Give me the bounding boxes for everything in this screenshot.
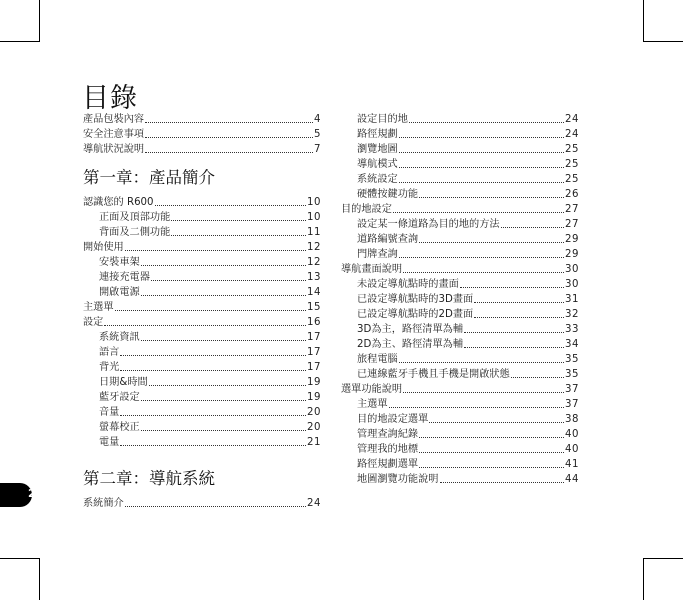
toc-entry-title: 系統設定 bbox=[357, 174, 398, 185]
toc-entry[interactable] bbox=[83, 420, 321, 435]
dot-leader bbox=[120, 355, 306, 356]
toc-entry-title: 導航模式 bbox=[357, 159, 398, 170]
toc-entry-title: 目的地設定 bbox=[341, 204, 392, 215]
toc-entry[interactable] bbox=[83, 255, 321, 270]
toc-entry[interactable] bbox=[341, 322, 579, 337]
toc-entry[interactable] bbox=[83, 360, 321, 375]
toc-entry[interactable] bbox=[341, 337, 579, 352]
toc-entry-page: 19 bbox=[307, 377, 321, 388]
toc-entry-title: 背面及二側功能 bbox=[99, 227, 171, 238]
toc-entry-title: 管理我的地標 bbox=[357, 444, 419, 455]
toc-entry-page: 34 bbox=[565, 339, 579, 350]
toc-entry-page: 12 bbox=[307, 242, 321, 253]
toc-entry-page: 29 bbox=[565, 249, 579, 260]
dot-leader bbox=[399, 137, 564, 138]
toc-entry-title: 設定 bbox=[83, 317, 104, 328]
toc-entry[interactable] bbox=[341, 367, 579, 382]
toc-entry-page: 12 bbox=[307, 257, 321, 268]
toc-entry[interactable] bbox=[341, 112, 579, 127]
dot-leader bbox=[419, 467, 564, 468]
crop-mark-tl-v bbox=[39, 0, 40, 42]
toc-entry[interactable] bbox=[341, 217, 579, 232]
dot-leader bbox=[419, 452, 564, 453]
toc-entry-page: 29 bbox=[565, 234, 579, 245]
toc-entry-page: 25 bbox=[565, 174, 579, 185]
toc-entry[interactable] bbox=[341, 127, 579, 142]
toc-entry-page: 5 bbox=[314, 129, 321, 140]
toc-entry[interactable] bbox=[341, 442, 579, 457]
toc-entry-title: 語言 bbox=[99, 347, 120, 358]
toc-entry-title: 藍牙設定 bbox=[99, 392, 140, 403]
toc-entry-page: 19 bbox=[307, 392, 321, 403]
dot-leader bbox=[403, 392, 564, 393]
toc-entry-page: 15 bbox=[307, 302, 321, 313]
toc-entry-page: 32 bbox=[565, 309, 579, 320]
toc-entry-page: 37 bbox=[565, 399, 579, 410]
toc-entry-title: 3D為主，路徑清單為輔 bbox=[357, 324, 464, 335]
toc-entry[interactable] bbox=[83, 405, 321, 420]
dot-leader bbox=[141, 340, 306, 341]
toc-entry-title: 路徑規劃 bbox=[357, 129, 398, 140]
toc-entry[interactable] bbox=[341, 157, 579, 172]
toc-entry-page: 17 bbox=[307, 347, 321, 358]
toc-entry-title: 日期&時間 bbox=[99, 377, 148, 388]
toc-entry-page: 24 bbox=[565, 129, 579, 140]
toc-entry-page: 16 bbox=[307, 317, 321, 328]
toc-entry-page: 25 bbox=[565, 159, 579, 170]
crop-mark-br-h bbox=[643, 558, 683, 559]
chapter-1-list bbox=[83, 195, 321, 450]
dot-leader bbox=[145, 137, 313, 138]
dot-leader bbox=[120, 370, 306, 371]
dot-leader bbox=[474, 317, 564, 318]
crop-mark-tl-h bbox=[0, 41, 40, 42]
toc-entry-page: 25 bbox=[565, 144, 579, 155]
dot-leader bbox=[419, 437, 564, 438]
crop-mark-tr-v bbox=[643, 0, 644, 42]
toc-entry[interactable] bbox=[83, 345, 321, 360]
toc-entry-title: 主選單 bbox=[357, 399, 388, 410]
toc-entry-title: 主選單 bbox=[83, 302, 114, 313]
toc-entry[interactable] bbox=[83, 330, 321, 345]
dot-leader bbox=[419, 197, 564, 198]
toc-entry-title: 連接充電器 bbox=[99, 272, 150, 283]
dot-leader bbox=[104, 325, 306, 326]
toc-entry-title: 開始使用 bbox=[83, 242, 124, 253]
toc-entry-title: 系統資訊 bbox=[99, 332, 140, 343]
toc-entry-page: 21 bbox=[307, 437, 321, 448]
toc-entry-page: 40 bbox=[565, 429, 579, 440]
crop-mark-tr-h bbox=[643, 41, 683, 42]
toc-entry-title: 已設定導航點時的3D畫面 bbox=[357, 294, 474, 305]
toc-entry-title: 選單功能說明 bbox=[341, 384, 403, 395]
chapter-2-heading: 第二章：導航系統 bbox=[83, 469, 215, 488]
toc-left-column bbox=[83, 112, 321, 511]
dot-leader bbox=[125, 250, 306, 251]
dot-leader bbox=[429, 422, 564, 423]
toc-entry-page: 27 bbox=[565, 204, 579, 215]
toc-entry-title: 產品包裝內容 bbox=[83, 114, 145, 125]
chapter-2-list bbox=[83, 496, 321, 511]
toc-entry-page: 20 bbox=[307, 407, 321, 418]
dot-leader bbox=[115, 310, 306, 311]
toc-entry-page: 24 bbox=[565, 114, 579, 125]
dot-leader bbox=[389, 407, 564, 408]
toc-entry-page: 10 bbox=[307, 212, 321, 223]
toc-entry-page: 11 bbox=[307, 227, 321, 238]
toc-entry-page: 17 bbox=[307, 332, 321, 343]
toc-entry[interactable] bbox=[341, 457, 579, 472]
toc-entry[interactable] bbox=[341, 232, 579, 247]
toc-entry-title: 設定目的地 bbox=[357, 114, 408, 125]
crop-mark-bl-h bbox=[0, 558, 40, 559]
dot-leader bbox=[409, 122, 564, 123]
toc-entry-title: 道路編號查詢 bbox=[357, 234, 419, 245]
toc-entry[interactable] bbox=[341, 307, 579, 322]
toc-entry-title: 音量 bbox=[99, 407, 120, 418]
toc-entry-title: 硬體按鍵功能 bbox=[357, 189, 419, 200]
crop-mark-bl-v bbox=[39, 558, 40, 600]
toc-entry-page: 31 bbox=[565, 294, 579, 305]
toc-entry-title: 電量 bbox=[99, 437, 120, 448]
toc-entry-title: 認識您的 R600 bbox=[83, 197, 154, 208]
toc-entry-title: 2D為主、路徑清單為輔 bbox=[357, 339, 464, 350]
toc-entry-title: 設定某一條道路為目的地的方法 bbox=[357, 219, 500, 230]
dot-leader bbox=[403, 272, 564, 273]
toc-entry[interactable] bbox=[83, 315, 321, 330]
toc-entry[interactable] bbox=[341, 172, 579, 187]
toc-entry-title: 目的地設定選單 bbox=[357, 414, 429, 425]
toc-entry-page: 30 bbox=[565, 279, 579, 290]
dot-leader bbox=[460, 287, 564, 288]
toc-right-column bbox=[341, 112, 579, 487]
toc-entry-page: 35 bbox=[565, 369, 579, 380]
toc-entry-page: 35 bbox=[565, 354, 579, 365]
toc-entry-title: 導航畫面說明 bbox=[341, 264, 403, 275]
dot-leader bbox=[141, 265, 306, 266]
toc-entry[interactable] bbox=[341, 352, 579, 367]
dot-leader bbox=[399, 362, 564, 363]
front-matter-list bbox=[83, 112, 321, 157]
dot-leader bbox=[141, 400, 306, 401]
toc-entry-page: 27 bbox=[565, 219, 579, 230]
toc-entry[interactable] bbox=[83, 210, 321, 225]
crop-mark-br-v bbox=[643, 558, 644, 600]
toc-entry-page: 30 bbox=[565, 264, 579, 275]
toc-entry[interactable] bbox=[341, 202, 579, 217]
toc-entry-page: 17 bbox=[307, 362, 321, 373]
dot-leader bbox=[399, 152, 564, 153]
toc-entry-title: 系統簡介 bbox=[83, 498, 124, 509]
toc-entry-title: 開啟電源 bbox=[99, 287, 140, 298]
toc-entry[interactable] bbox=[341, 187, 579, 202]
toc-entry-title: 未設定導航點時的畫面 bbox=[357, 279, 459, 290]
toc-entry[interactable] bbox=[83, 435, 321, 450]
toc-entry-page: 40 bbox=[565, 444, 579, 455]
dot-leader bbox=[419, 242, 564, 243]
toc-entry-title: 導航狀況說明 bbox=[83, 144, 145, 155]
dot-leader bbox=[511, 377, 564, 378]
toc-entry[interactable] bbox=[83, 142, 321, 157]
toc-entry-title: 螢幕校正 bbox=[99, 422, 140, 433]
dot-leader bbox=[151, 280, 306, 281]
toc-entry-page: 20 bbox=[307, 422, 321, 433]
toc-entry[interactable] bbox=[341, 142, 579, 157]
dot-leader bbox=[145, 122, 313, 123]
toc-entry-title: 正面及頂部功能 bbox=[99, 212, 171, 223]
toc-entry[interactable] bbox=[83, 270, 321, 285]
dot-leader bbox=[171, 235, 306, 236]
dot-leader bbox=[399, 167, 564, 168]
chapter-1-heading: 第一章：產品簡介 bbox=[83, 168, 215, 187]
dot-leader bbox=[464, 347, 564, 348]
toc-entry-title: 旅程電腦 bbox=[357, 354, 398, 365]
toc-entry-title: 管理查詢紀錄 bbox=[357, 429, 419, 440]
dot-leader bbox=[120, 445, 306, 446]
toc-entry[interactable] bbox=[83, 496, 321, 511]
toc-entry-title: 地圖瀏覽功能說明 bbox=[357, 474, 439, 485]
toc-entry-page: 41 bbox=[565, 459, 579, 470]
toc-entry[interactable] bbox=[341, 262, 579, 277]
dot-leader bbox=[145, 152, 313, 153]
dot-leader bbox=[141, 430, 306, 431]
dot-leader bbox=[464, 332, 564, 333]
toc-entry-title: 路徑規劃選單 bbox=[357, 459, 419, 470]
toc-entry[interactable] bbox=[83, 375, 321, 390]
dot-leader bbox=[474, 302, 564, 303]
page-title: 目錄 bbox=[82, 83, 138, 114]
dot-leader bbox=[155, 205, 307, 206]
toc-entry[interactable] bbox=[341, 382, 579, 397]
toc-entry-page: 14 bbox=[307, 287, 321, 298]
toc-entry[interactable] bbox=[83, 240, 321, 255]
toc-entry[interactable] bbox=[83, 112, 321, 127]
toc-entry-page: 24 bbox=[307, 498, 321, 509]
toc-entry[interactable] bbox=[341, 247, 579, 262]
dot-leader bbox=[399, 257, 564, 258]
dot-leader bbox=[171, 220, 306, 221]
toc-entry[interactable] bbox=[341, 397, 579, 412]
toc-entry-title: 瀏覽地圖 bbox=[357, 144, 398, 155]
dot-leader bbox=[393, 212, 564, 213]
toc-entry-title: 安裝車架 bbox=[99, 257, 140, 268]
dot-leader bbox=[125, 506, 306, 507]
toc-entry[interactable] bbox=[83, 390, 321, 405]
toc-entry-title: 安全注意事項 bbox=[83, 129, 145, 140]
dot-leader bbox=[149, 385, 306, 386]
toc-entry-page: 26 bbox=[565, 189, 579, 200]
toc-entry-page: 10 bbox=[307, 197, 321, 208]
toc-entry-page: 7 bbox=[314, 144, 321, 155]
toc-entry-title: 背光 bbox=[99, 362, 120, 373]
page-number: 2 bbox=[28, 487, 36, 500]
dot-leader bbox=[120, 415, 306, 416]
toc-entry[interactable] bbox=[341, 277, 579, 292]
toc-entry-title: 門牌查詢 bbox=[357, 249, 398, 260]
toc-entry[interactable] bbox=[83, 225, 321, 240]
toc-entry[interactable] bbox=[83, 127, 321, 142]
toc-entry-title: 已設定導航點時的2D畫面 bbox=[357, 309, 474, 320]
dot-leader bbox=[141, 295, 306, 296]
toc-entry-page: 38 bbox=[565, 414, 579, 425]
toc-entry[interactable] bbox=[341, 427, 579, 442]
dot-leader bbox=[501, 227, 564, 228]
toc-entry[interactable] bbox=[83, 195, 321, 210]
toc-entry[interactable] bbox=[341, 412, 579, 427]
toc-entry[interactable] bbox=[341, 472, 579, 487]
dot-leader bbox=[440, 482, 565, 483]
toc-entry-page: 13 bbox=[307, 272, 321, 283]
toc-entry-page: 33 bbox=[565, 324, 579, 335]
toc-right-list bbox=[341, 112, 579, 487]
toc-entry-page: 37 bbox=[565, 384, 579, 395]
dot-leader bbox=[399, 182, 564, 183]
toc-entry-title: 已連線藍牙手機且手機是開啟狀態 bbox=[357, 369, 510, 380]
toc-entry[interactable] bbox=[83, 285, 321, 300]
toc-entry[interactable] bbox=[83, 300, 321, 315]
toc-entry-page: 4 bbox=[314, 114, 321, 125]
toc-entry[interactable] bbox=[341, 292, 579, 307]
toc-entry-page: 44 bbox=[565, 474, 579, 485]
